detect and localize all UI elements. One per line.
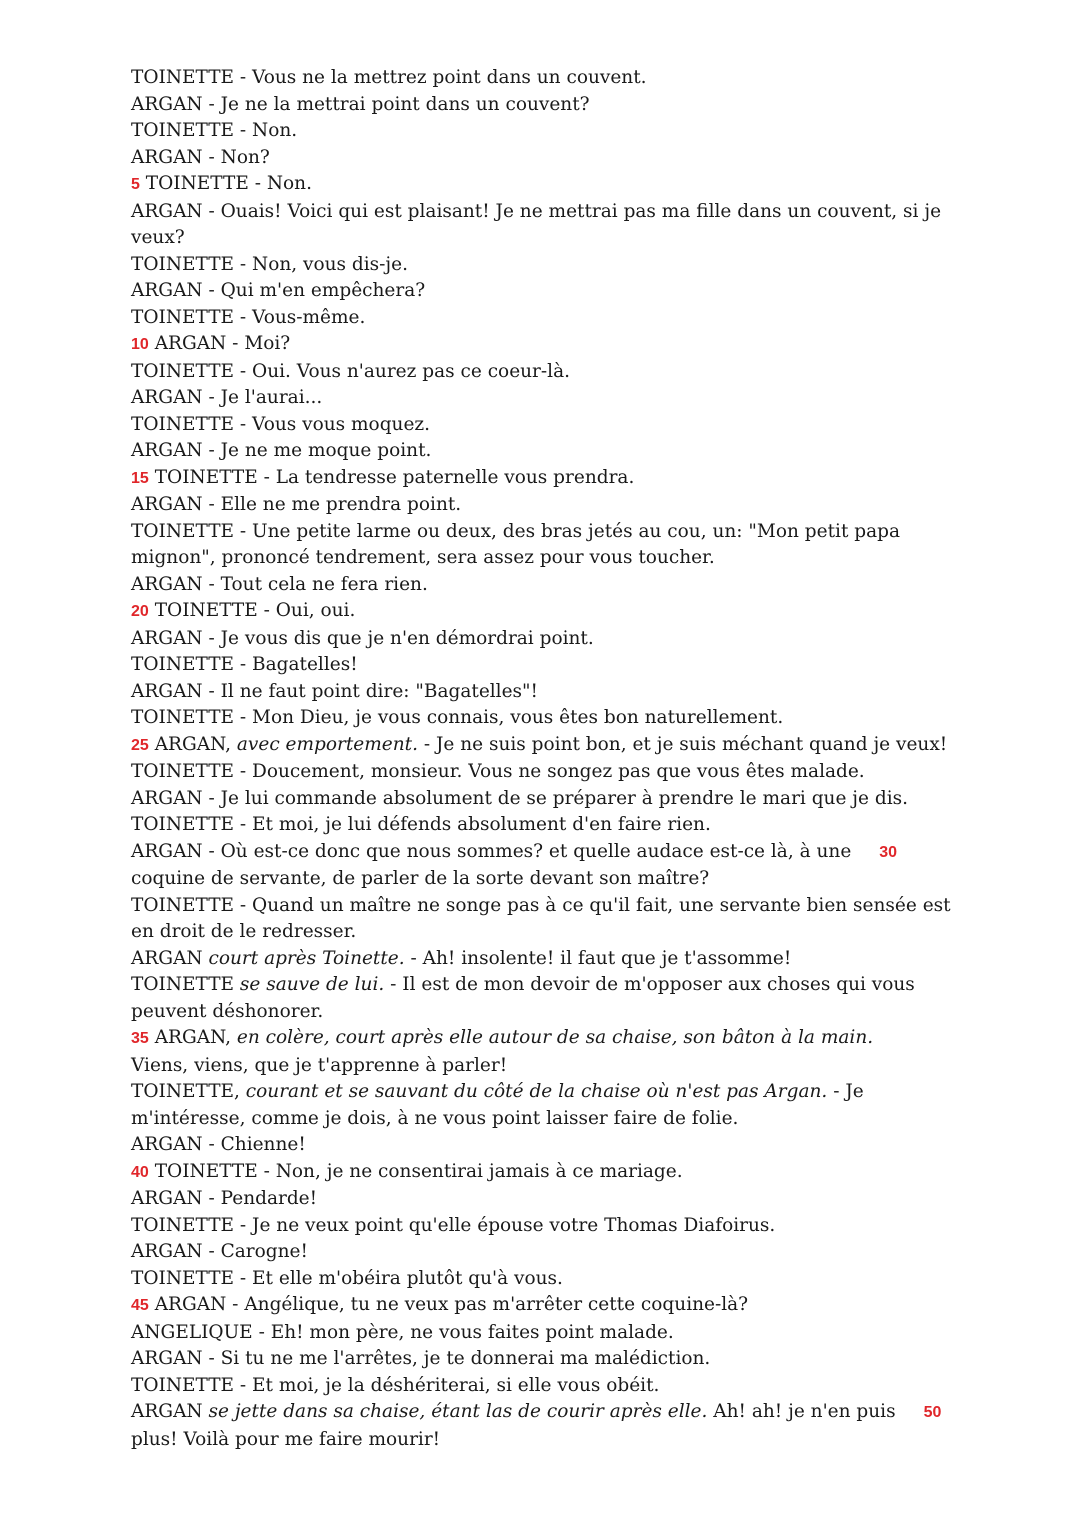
stage-direction: courant et se sauvant du côté de la chaise où n'est pas Argan. <box>245 1081 828 1102</box>
dialogue-text: TOINETTE - Mon Dieu, je vous connais, vous êtes bon naturellement. <box>131 707 784 728</box>
dialogue-text: ARGAN, <box>154 733 237 755</box>
dialogue-text: ARGAN - Il ne faut point dire: "Bagatelles"! <box>131 680 538 702</box>
dialogue-line <box>131 1213 961 1240</box>
dialogue-text: ARGAN - Carogne! <box>131 1241 308 1262</box>
stage-direction: se sauve de lui. <box>239 974 385 995</box>
line-number: 30 <box>879 843 898 861</box>
dialogue-text: Ah! ah! je n'en puis <box>707 1401 896 1422</box>
stage-direction: se jette dans sa chaise, étant las de courir après elle. <box>208 1401 708 1422</box>
dialogue-text: TOINETTE - Vous-même. <box>131 306 366 328</box>
dialogue-text: TOINETTE - Non. <box>131 120 298 141</box>
dialogue-text: TOINETTE - Vous vous moquez. <box>131 413 431 435</box>
dialogue-text: TOINETTE - Et moi, je la déshériterai, si elle vous obéit. <box>131 1374 660 1396</box>
dialogue-text: TOINETTE - Non. <box>145 173 312 194</box>
dialogue-line <box>131 465 961 493</box>
dialogue-text: ANGELIQUE - Eh! mon père, ne vous faites point malade. <box>131 1321 674 1343</box>
dialogue-text: plus! Voilà pour me faire mourir! <box>131 1428 441 1450</box>
line-number: 15 <box>131 469 149 487</box>
dialogue-text: ARGAN <box>131 947 209 969</box>
stage-direction: avec emportement. <box>236 733 418 755</box>
dialogue-text: Viens, viens, que je t'apprenne à parler! <box>131 1054 508 1076</box>
dialogue-line <box>131 1079 961 1132</box>
line-number: 45 <box>131 1297 149 1314</box>
dialogue-line <box>131 972 961 1025</box>
line-number: 50 <box>923 1404 942 1421</box>
dialogue-line <box>131 1373 961 1400</box>
dialogue-text: ARGAN - Où est-ce donc que nous sommes? et quelle audace est-ce là, à une <box>131 840 852 862</box>
dialogue-text: TOINETTE - Bagatelles! <box>131 654 358 675</box>
dialogue-text: TOINETTE - Doucement, monsieur. Vous ne songez pas que vous êtes malade. <box>131 761 865 782</box>
dialogue-text: ARGAN - Chienne! <box>131 1134 306 1155</box>
dialogue-text: TOINETTE - Oui. Vous n'aurez pas ce coeur-là. <box>131 360 570 382</box>
dialogue-line <box>131 305 961 332</box>
dialogue-text: ARGAN - Je lui commande absolument de se préparer à prendre le mari que je dis. <box>131 787 908 809</box>
dialogue-line <box>131 1266 961 1293</box>
dialogue-text: ARGAN - Je l'aurai... <box>131 387 323 408</box>
dialogue-line <box>131 893 961 946</box>
dialogue-text: ARGAN - Si tu ne me l'arrêtes, je te donnerai ma malédiction. <box>131 1348 711 1369</box>
dialogue-line <box>131 1159 961 1187</box>
line-number: 40 <box>131 1163 149 1181</box>
dialogue-line <box>131 118 961 145</box>
dialogue-line <box>131 519 961 572</box>
script-page <box>131 65 961 1453</box>
dialogue-text: TOINETTE - Je ne veux point qu'elle épouse votre Thomas Diafoirus. <box>131 1214 776 1236</box>
dialogue-line <box>131 732 961 760</box>
dialogue-text: ARGAN - Pendarde! <box>131 1188 318 1209</box>
dialogue-line <box>131 1346 961 1373</box>
dialogue-text: ARGAN - Qui m'en empêchera? <box>131 280 426 301</box>
dialogue-text: TOINETTE, <box>131 1081 246 1102</box>
dialogue-text: - Il est de mon devoir de m'opposer aux choses qui vous peuvent déshonorer. <box>131 974 915 1022</box>
dialogue-line <box>131 1399 961 1453</box>
dialogue-line <box>131 359 961 386</box>
dialogue-text: ARGAN - Ouais! Voici qui est plaisant! Je ne mettrai pas ma fille dans un couvent, si je veux? <box>131 200 942 248</box>
dialogue-line <box>131 679 961 706</box>
dialogue-text: ARGAN - Angélique, tu ne veux pas m'arrêter cette coquine-là? <box>154 1294 749 1315</box>
dialogue-text: ARGAN - Je vous dis que je n'en démordrai point. <box>131 627 594 649</box>
dialogue-text: ARGAN - Moi? <box>154 333 291 354</box>
dialogue-line <box>131 1025 961 1053</box>
dialogue-text: ARGAN - Je ne la mettrai point dans un couvent? <box>131 93 590 115</box>
dialogue-text: TOINETTE - Non, vous dis-je. <box>131 253 408 275</box>
dialogue-line <box>131 705 961 732</box>
dialogue-line <box>131 1320 961 1347</box>
dialogue-text: TOINETTE - Oui, oui. <box>154 600 356 621</box>
dialogue-line <box>131 1132 961 1159</box>
dialogue-text: ARGAN - Je ne me moque point. <box>131 440 432 461</box>
dialogue-text: ARGAN, <box>154 1027 237 1048</box>
dialogue-line <box>131 492 961 519</box>
dialogue-line <box>131 65 961 92</box>
dialogue-text: TOINETTE - Et elle m'obéira plutôt qu'à vous. <box>131 1267 563 1289</box>
dialogue-text: - Je ne suis point bon, et je suis méchant quand je veux! <box>417 733 948 755</box>
dialogue-text: TOINETTE - Et moi, je lui défends absolument d'en faire rien. <box>131 814 711 835</box>
dialogue-text: coquine de servante, de parler de la sorte devant son maître? <box>131 868 710 889</box>
dialogue-text: TOINETTE - Vous ne la mettrez point dans un couvent. <box>131 67 647 88</box>
dialogue-line <box>131 252 961 279</box>
line-number: 35 <box>131 1030 149 1047</box>
dialogue-line <box>131 412 961 439</box>
dialogue-line <box>131 786 961 813</box>
dialogue-text: TOINETTE - Une petite larme ou deux, des bras jetés au cou, un: "Mon petit papa mignon", prononcé tendrement, sera assez pour vous toucher. <box>131 520 901 568</box>
dialogue-line <box>131 331 961 359</box>
dialogue-line <box>131 652 961 679</box>
dialogue-text: - Ah! insolente! il faut que je t'assomme! <box>404 947 792 969</box>
dialogue-line <box>131 759 961 786</box>
dialogue-text: ARGAN <box>131 1401 209 1422</box>
dialogue-text: ARGAN - Tout cela ne fera rien. <box>131 573 428 595</box>
line-number: 25 <box>131 736 149 754</box>
stage-direction: en colère, court après elle autour de sa chaise, son bâton à la main. <box>236 1027 874 1048</box>
dialogue-text: TOINETTE - La tendresse paternelle vous prendra. <box>154 466 635 488</box>
dialogue-line <box>131 145 961 172</box>
dialogue-line <box>131 598 961 626</box>
stage-direction: court après Toinette. <box>208 947 405 969</box>
line-number: 20 <box>131 603 149 620</box>
dialogue-text: TOINETTE - Quand un maître ne songe pas à ce qu'il fait, une servante bien sensée est en droit de le redresser. <box>131 894 951 942</box>
dialogue-line <box>131 92 961 119</box>
dialogue-line <box>131 572 961 599</box>
dialogue-line <box>131 1053 961 1080</box>
dialogue-text: TOINETTE <box>131 974 240 995</box>
dialogue-line <box>131 385 961 412</box>
dialogue-text: TOINETTE - Non, je ne consentirai jamais à ce mariage. <box>154 1160 683 1182</box>
dialogue-line <box>131 1292 961 1320</box>
dialogue-line <box>131 946 961 973</box>
dialogue-line <box>131 171 961 199</box>
dialogue-text: ARGAN - Non? <box>131 146 270 168</box>
dialogue-line <box>131 626 961 653</box>
dialogue-line <box>131 812 961 839</box>
dialogue-line <box>131 278 961 305</box>
dialogue-line <box>131 1186 961 1213</box>
dialogue-text: - Je m'intéresse, comme je dois, à ne vous point laisser faire de folie. <box>131 1081 864 1129</box>
line-number: 10 <box>131 336 149 353</box>
dialogue-line <box>131 839 961 893</box>
dialogue-line <box>131 438 961 465</box>
dialogue-line <box>131 1239 961 1266</box>
dialogue-text: ARGAN - Elle ne me prendra point. <box>131 494 462 515</box>
dialogue-line <box>131 199 961 252</box>
line-number: 5 <box>131 176 140 193</box>
